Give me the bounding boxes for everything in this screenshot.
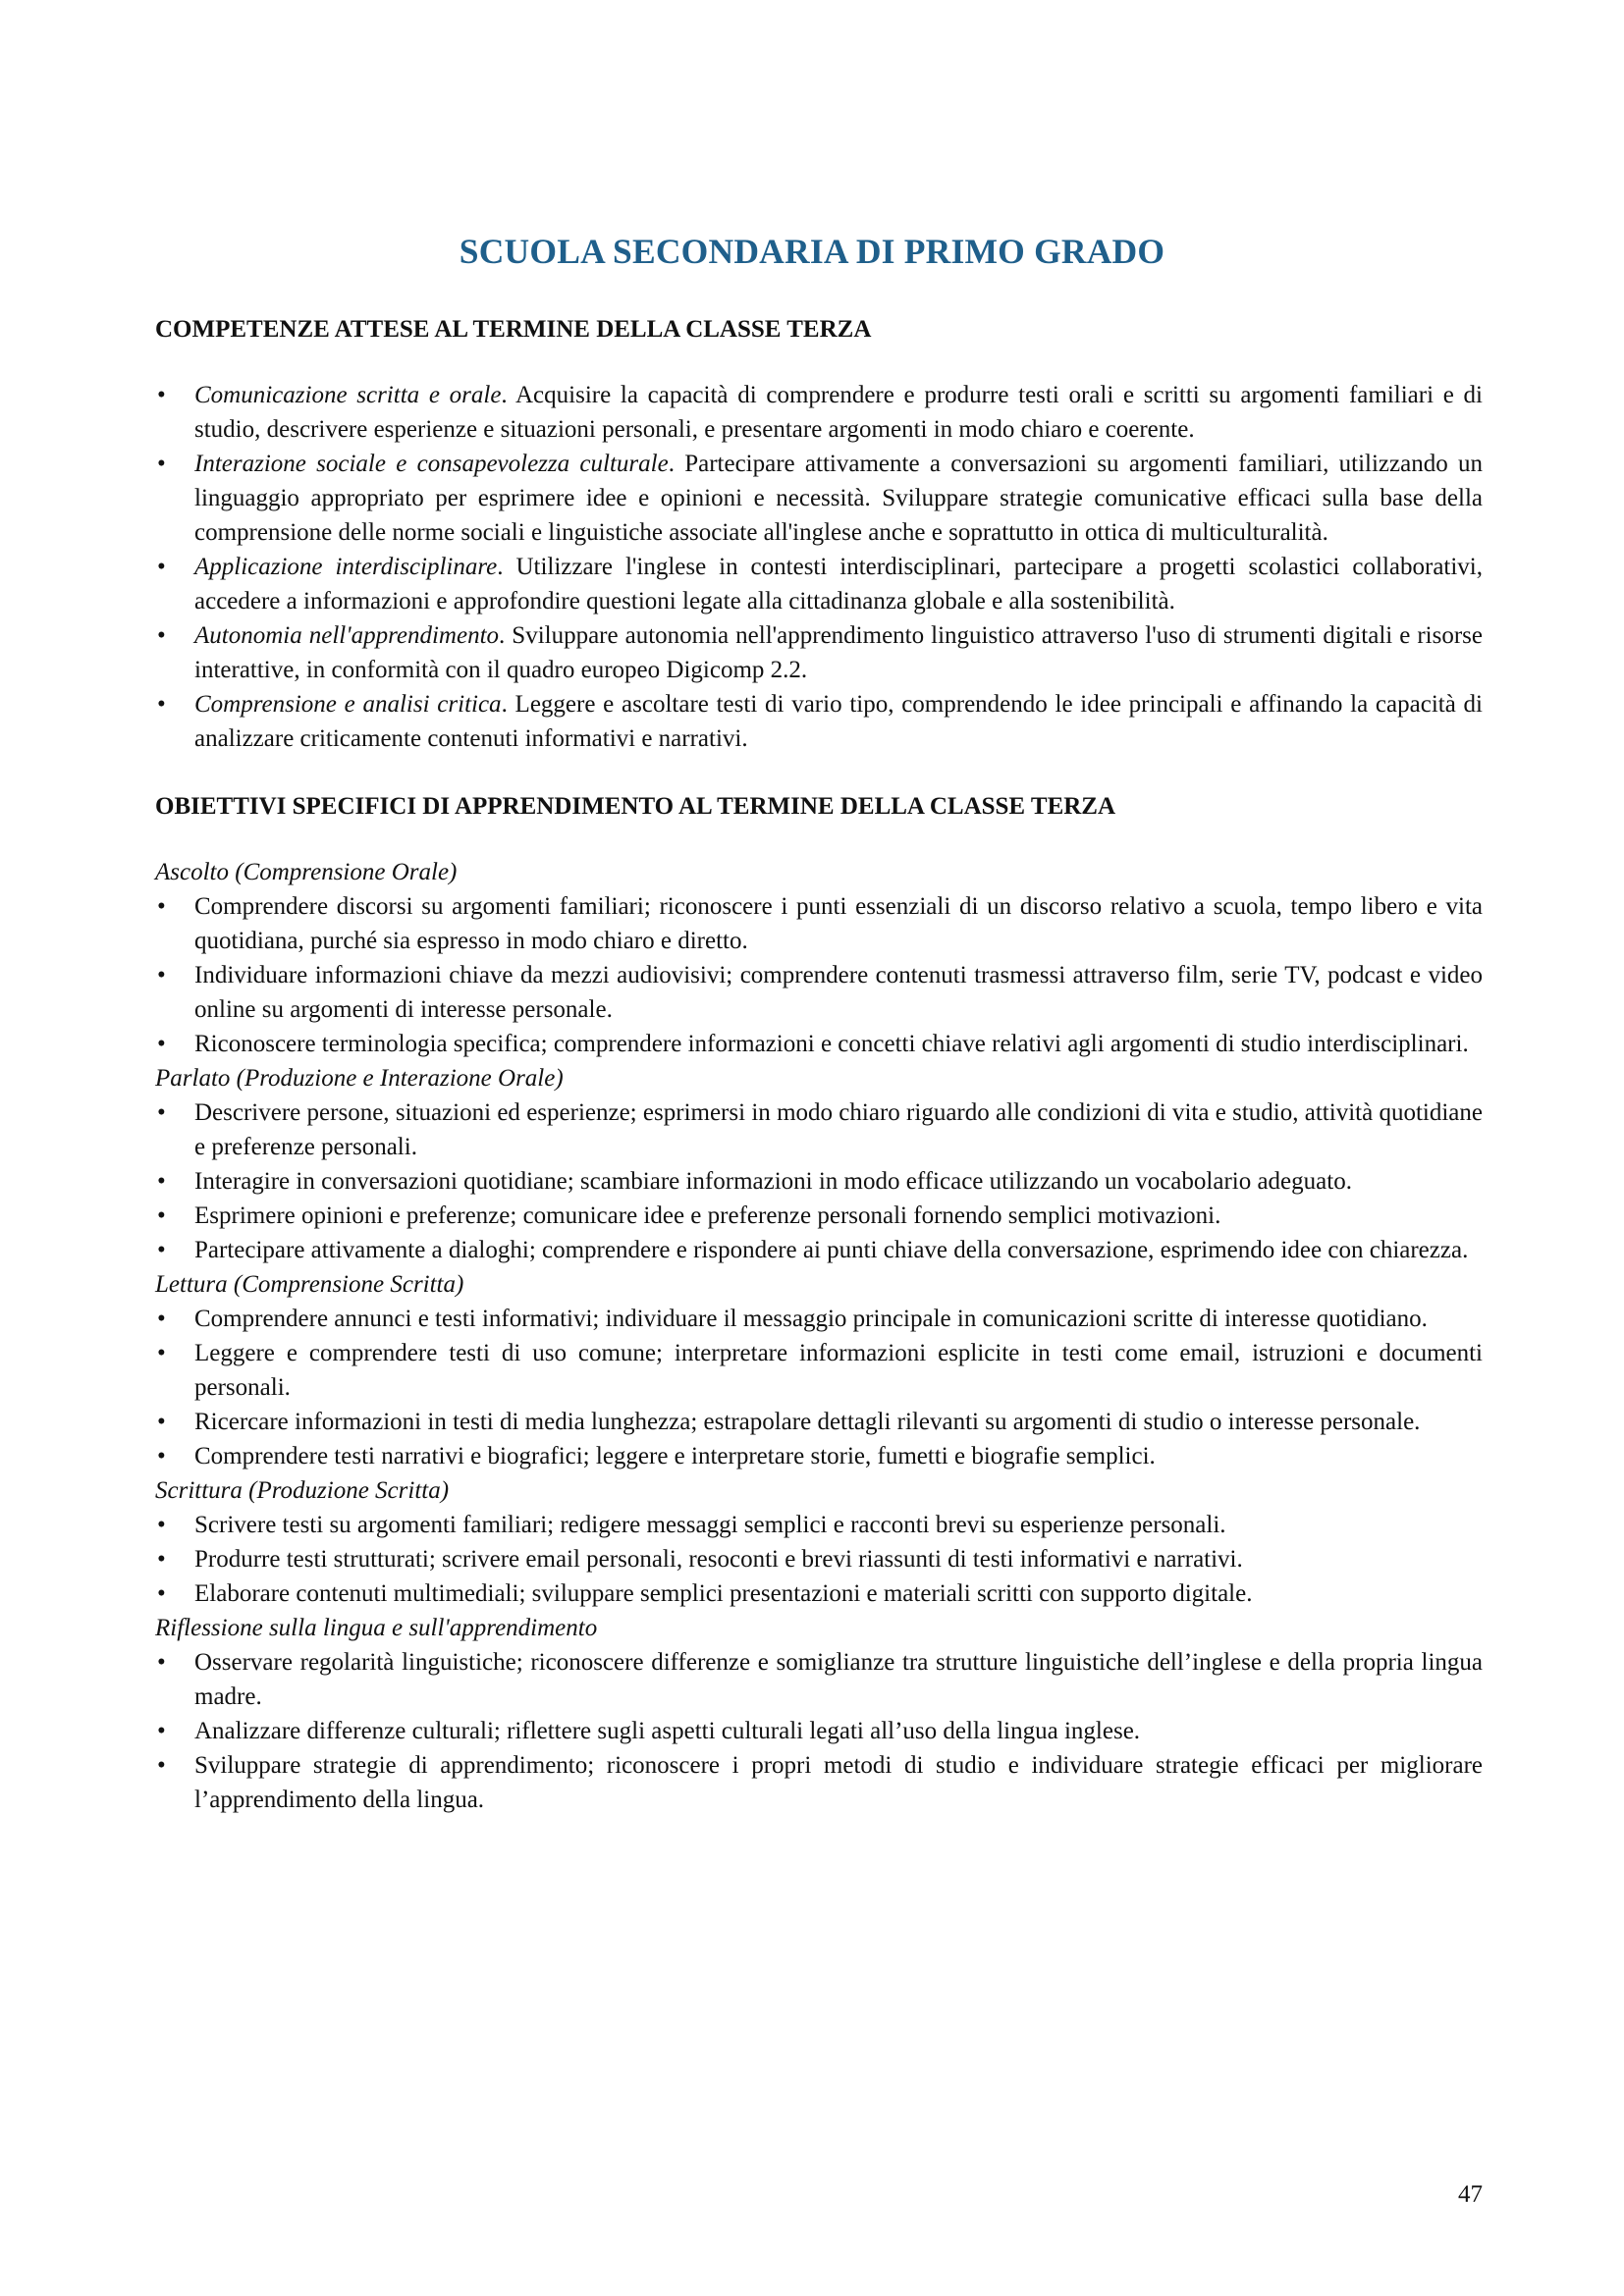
list-item — [155, 1542, 1483, 1576]
competenze-item — [155, 447, 1483, 550]
competenze-list — [155, 378, 1483, 756]
group-list-parlato — [155, 1095, 1483, 1267]
bullet-glyph: • — [157, 1168, 166, 1195]
page-number: 47 — [1458, 2181, 1483, 2208]
competenze-item-lead: Interazione sociale e consapevolezza culturale — [194, 451, 669, 477]
competenze-item — [155, 550, 1483, 618]
competenze-item — [155, 618, 1483, 687]
group-title-scrittura: Scrittura (Produzione Scritta) — [155, 1477, 450, 1504]
competenze-item-lead: Autonomia nell'apprendimento — [194, 622, 500, 649]
document-body — [155, 312, 1483, 1817]
list-item-text: Esprimere opinioni e preferenze; comunicare idee e preferenze personali fornendo semplici motivazioni. — [194, 1202, 1221, 1229]
competenze-item-text: . Utilizzare l'inglese in contesti interdisciplinari, partecipare a progetti scolastici collaborativi, accedere a informazioni e approfondire questioni legate alla cittadinanza globale e alla sostenibilità. — [194, 554, 1484, 614]
list-item — [155, 1336, 1483, 1405]
competenze-item-text: . Acquisire la capacità di comprendere e produrre testi orali e scritti su argomenti familiari e di studio, descrivere esperienze e situazioni personali, e presentare argomenti in modo chiaro e coerente. — [194, 382, 1483, 443]
group-list-ascolto — [155, 889, 1483, 1061]
list-item-text: Analizzare differenze culturali; riflettere sugli aspetti culturali legati all’uso della lingua inglese. — [194, 1718, 1141, 1744]
list-item-text: Interagire in conversazioni quotidiane; scambiare informazioni in modo efficace utilizzando un vocabolario adeguato. — [194, 1168, 1352, 1195]
list-item — [155, 1508, 1483, 1542]
competenze-item-lead: Comunicazione scritta e orale — [194, 382, 502, 408]
list-item — [155, 1164, 1483, 1199]
bullet-glyph: • — [157, 1099, 166, 1126]
bullet-glyph: • — [157, 622, 166, 649]
bullet-glyph: • — [157, 1443, 166, 1469]
bullet-glyph: • — [157, 1512, 166, 1538]
list-item-text: Leggere e comprendere testi di uso comune; interpretare informazioni esplicite in testi come email, istruzioni e documenti personali. — [194, 1340, 1483, 1401]
group-title-parlato: Parlato (Produzione e Interazione Orale) — [155, 1065, 564, 1092]
bullet-glyph: • — [157, 1752, 166, 1779]
bullet-glyph: • — [157, 1306, 166, 1332]
list-item — [155, 1576, 1483, 1611]
competenze-item-text: . Sviluppare autonomia nell'apprendimento linguistico attraverso l'uso di strumenti digitali e risorse interattive, in conformità con il quadro europeo Digicomp 2.2. — [194, 622, 1483, 683]
list-item — [155, 1027, 1483, 1061]
list-item-text: Comprendere annunci e testi informativi; individuare il messaggio principale in comunicazioni scritte di interesse quotidiano. — [194, 1306, 1428, 1332]
list-item — [155, 1302, 1483, 1336]
list-item-text: Descrivere persone, situazioni ed esperienze; esprimersi in modo chiaro riguardo alle condizioni di vita e studio, attività quotidiane e preferenze personali. — [194, 1099, 1483, 1160]
list-item — [155, 1439, 1483, 1473]
list-item — [155, 1233, 1483, 1267]
list-item-text: Elaborare contenuti multimediali; sviluppare semplici presentazioni e materiali scritti con supporto digitale. — [194, 1580, 1253, 1607]
list-item-text: Scrivere testi su argomenti familiari; redigere messaggi semplici e racconti brevi su esperienze personali. — [194, 1512, 1226, 1538]
competenze-item-lead: Comprensione e analisi critica — [194, 691, 502, 718]
group-list-scrittura — [155, 1508, 1483, 1611]
list-item-text: Riconoscere terminologia specifica; comprendere informazioni e concetti chiave relativi agli argomenti di studio interdisciplinari. — [194, 1031, 1469, 1057]
list-item — [155, 1095, 1483, 1164]
list-item — [155, 958, 1483, 1027]
group-title-ascolto: Ascolto (Comprensione Orale) — [155, 859, 458, 885]
group-list-riflessione — [155, 1645, 1483, 1817]
list-item-text: Produrre testi strutturati; scrivere email personali, resoconti e brevi riassunti di testi informativi e narrativi. — [194, 1546, 1243, 1573]
competenze-item — [155, 378, 1483, 447]
list-item — [155, 1405, 1483, 1439]
bullet-glyph: • — [157, 1409, 166, 1435]
list-item-text: Osservare regolarità linguistiche; riconoscere differenze e somiglianze tra strutture linguistiche dell’inglese e della propria lingua madre. — [194, 1649, 1483, 1710]
bullet-glyph: • — [157, 1546, 166, 1573]
bullet-glyph: • — [157, 962, 166, 988]
bullet-glyph: • — [157, 1718, 166, 1744]
list-item-text: Partecipare attivamente a dialoghi; comprendere e rispondere ai punti chiave della conversazione, esprimendo idee con chiarezza. — [194, 1237, 1469, 1263]
list-item-text: Comprendere testi narrativi e biografici; leggere e interpretare storie, fumetti e biografie semplici. — [194, 1443, 1156, 1469]
bullet-glyph: • — [157, 893, 166, 920]
list-item — [155, 1645, 1483, 1714]
obiettivi-heading: OBIETTIVI SPECIFICI DI APPRENDIMENTO AL TERMINE DELLA CLASSE TERZA — [155, 793, 1116, 820]
list-item-text: Sviluppare strategie di apprendimento; riconoscere i propri metodi di studio e individuare strategie efficaci per migliorare l’apprendimento della lingua. — [194, 1752, 1483, 1813]
bullet-glyph: • — [157, 1031, 166, 1057]
bullet-glyph: • — [157, 554, 166, 580]
group-list-lettura — [155, 1302, 1483, 1473]
bullet-glyph: • — [157, 382, 166, 408]
competenze-item-lead: Applicazione interdisciplinare — [194, 554, 498, 580]
bullet-glyph: • — [157, 691, 166, 718]
competenze-heading: COMPETENZE ATTESE AL TERMINE DELLA CLASSE TERZA — [155, 316, 872, 343]
list-item — [155, 1199, 1483, 1233]
competenze-item-text: . Partecipare attivamente a conversazioni su argomenti familiari, utilizzando un linguaggio appropriato per esprimere idee e opinioni e necessità. Sviluppare strategie comunicative efficaci sulla base della comprensione delle norme sociali e linguistiche associate all'inglese anche e soprattutto in ottica di multiculturalità. — [194, 451, 1483, 546]
list-item-text: Ricercare informazioni in testi di media lunghezza; estrapolare dettagli rilevanti su argomenti di studio o interesse personale. — [194, 1409, 1421, 1435]
bullet-glyph: • — [157, 1580, 166, 1607]
competenze-item-text: . Leggere e ascoltare testi di vario tipo, comprendendo le idee principali e affinando la capacità di analizzare criticamente contenuti informativi e narrativi. — [194, 691, 1483, 752]
bullet-glyph: • — [157, 1237, 166, 1263]
bullet-glyph: • — [157, 1340, 166, 1366]
bullet-glyph: • — [157, 451, 166, 477]
list-item — [155, 889, 1483, 958]
list-item — [155, 1748, 1483, 1817]
competenze-item — [155, 687, 1483, 756]
list-item-text: Individuare informazioni chiave da mezzi audiovisivi; comprendere contenuti trasmessi attraverso film, serie TV, podcast e video online su argomenti di interesse personale. — [194, 962, 1483, 1023]
list-item-text: Comprendere discorsi su argomenti familiari; riconoscere i punti essenziali di un discorso relativo a scuola, tempo libero e vita quotidiana, purché sia espresso in modo chiaro e diretto. — [194, 893, 1483, 954]
group-title-riflessione: Riflessione sulla lingua e sull'apprendimento — [155, 1615, 598, 1641]
page-title: SCUOLA SECONDARIA DI PRIMO GRADO — [459, 232, 1165, 271]
bullet-glyph: • — [157, 1649, 166, 1676]
group-title-lettura: Lettura (Comprensione Scritta) — [155, 1271, 464, 1298]
list-item — [155, 1714, 1483, 1748]
bullet-glyph: • — [157, 1202, 166, 1229]
